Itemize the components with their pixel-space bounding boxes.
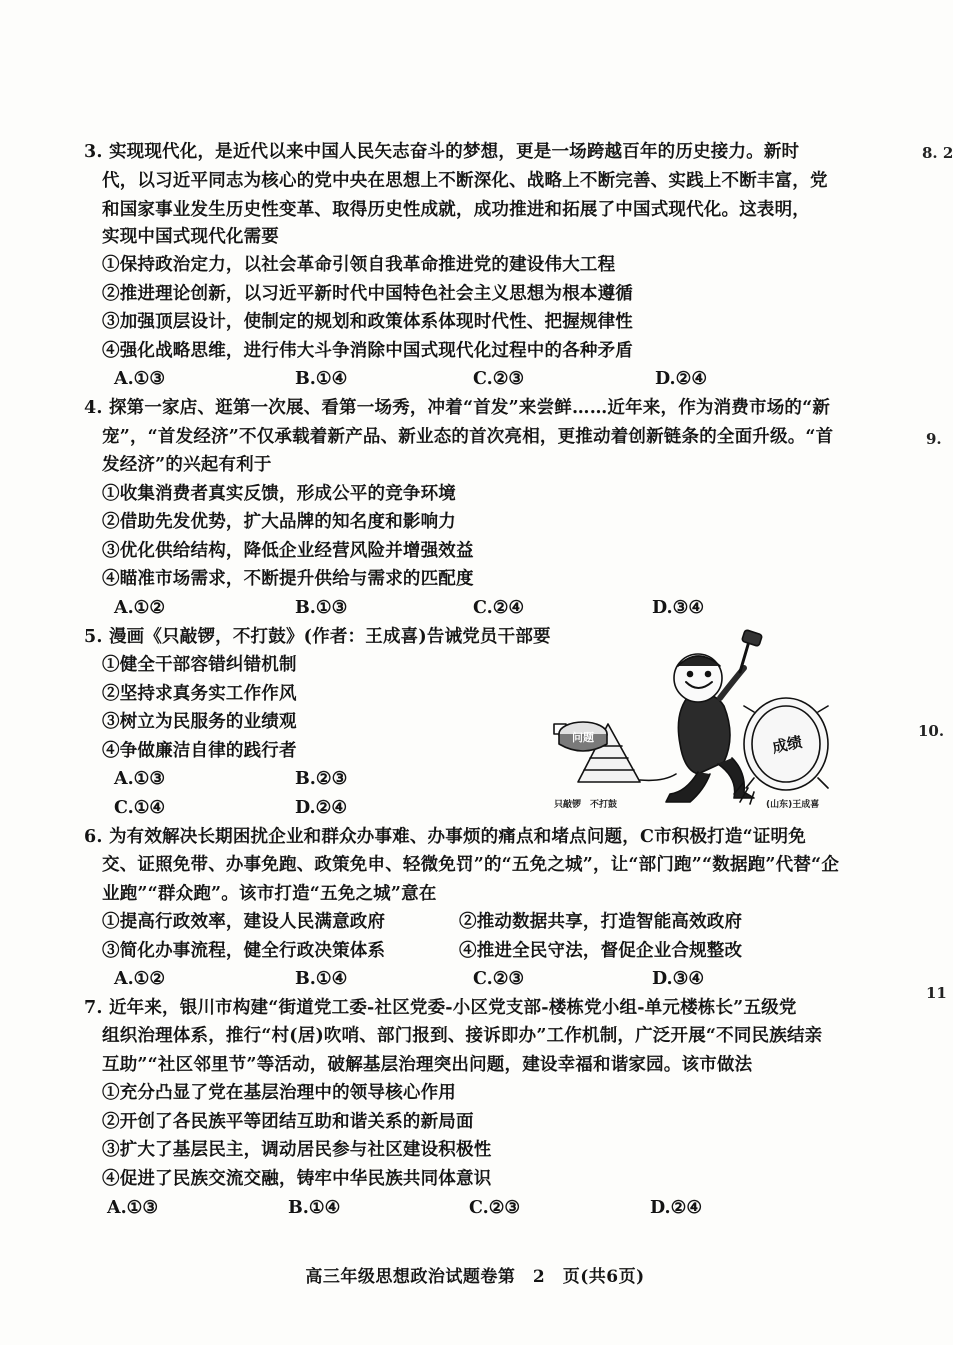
cartoon-caption-left: 只敲锣 不打鼓 — [554, 800, 618, 810]
q4-item-3: ③优化供给结构，降低企业经营风险并增强效益 — [102, 541, 474, 561]
q6-item-1: ①提高行政效率，建设人民满意政府 — [102, 912, 386, 932]
q3-option-a[interactable]: A.①③ — [114, 369, 166, 389]
q3-item-4: ④强化战略思维，进行伟大斗争消除中国式现代化过程中的各种矛盾 — [102, 341, 633, 361]
q6-option-b[interactable]: B.①④ — [295, 969, 348, 989]
q6-option-c[interactable]: C.②③ — [473, 969, 525, 989]
q6-stem-line-2: 交、证照免带、办事免跑、政策免申、轻微免罚”的“五免之城”，让“部门跑”“数据跑”代替“企 — [102, 855, 840, 875]
q4-item-2: ②借助先发优势，扩大品牌的知名度和影响力 — [102, 512, 456, 532]
q5-option-c[interactable]: C.①④ — [114, 798, 166, 818]
q4-option-d[interactable]: D.③④ — [652, 598, 705, 618]
q7-stem-line-3: 互助”“社区邻里节”等活动，破解基层治理突出问题，建设幸福和谐家园。该市做法 — [102, 1055, 753, 1075]
q5-item-1: ①健全干部容错纠错机制 — [102, 655, 297, 675]
q7-item-1: ①充分凸显了党在基层治理中的领导核心作用 — [102, 1083, 456, 1103]
q4-option-c[interactable]: C.②④ — [473, 598, 525, 618]
edge-q10-number: 10. — [918, 722, 945, 740]
q6-item-3: ③简化办事流程，健全行政决策体系 — [102, 941, 386, 961]
cartoon-illustration — [548, 632, 838, 810]
q5-option-a[interactable]: A.①③ — [114, 769, 166, 789]
q3-item-1: ①保持政治定力，以社会革命引领自我革命推进党的建设伟大工程 — [102, 255, 616, 275]
q6-option-d[interactable]: D.③④ — [652, 969, 705, 989]
q5-stem-line-1: 5. 漫画《只敲锣，不打鼓》(作者：王成喜)告诫党员干部要 — [84, 627, 551, 647]
edge-q9-number: 9. — [926, 430, 942, 448]
q7-item-2: ②开创了各民族平等团结互助和谐关系的新局面 — [102, 1112, 474, 1132]
q7-option-b[interactable]: B.①④ — [288, 1198, 341, 1218]
q7-item-4: ④促进了民族交流交融，铸牢中华民族共同体意识 — [102, 1169, 492, 1189]
q4-option-b[interactable]: B.①③ — [295, 598, 348, 618]
cartoon-caption-right: (山东)王成喜 — [766, 800, 820, 810]
q7-option-a[interactable]: A.①③ — [107, 1198, 159, 1218]
q3-stem-line-2: 代，以习近平同志为核心的党中央在思想上不断深化、战略上不断完善、实践上不断丰富，党 — [102, 171, 828, 191]
gong-label: 问题 — [572, 731, 594, 744]
q7-stem-line-2: 组织治理体系，推行“村(居)吹哨、部门报到、接诉即办”工作机制，广泛开展“不同民族结亲 — [102, 1026, 823, 1046]
q6-item-4: ④推进全民守法，督促企业合规整改 — [459, 941, 743, 961]
q7-option-c[interactable]: C.②③ — [469, 1198, 521, 1218]
q3-option-b[interactable]: B.①④ — [295, 369, 348, 389]
q6-stem-line-3: 业跑”“群众跑”。该市打造“五免之城”意在 — [102, 884, 437, 904]
q7-option-d[interactable]: D.②④ — [650, 1198, 703, 1218]
q6-option-a[interactable]: A.①② — [114, 969, 166, 989]
q3-item-2: ②推进理论创新，以习近平新时代中国特色社会主义思想为根本遵循 — [102, 284, 633, 304]
q7-stem-line-1: 7. 近年来，银川市构建“街道党工委-社区党委-小区党支部-楼栋党小组-单元楼栋长”五级党 — [84, 998, 797, 1018]
q4-item-4: ④瞄准市场需求，不断提升供给与需求的匹配度 — [102, 569, 474, 589]
page-footer: 高三年级思想政治试题卷第 2 页(共6页) — [305, 1267, 645, 1287]
q4-stem-line-2: 宠”，“首发经济”不仅承载着新产品、新业态的首次亮相，更推动着创新链条的全面升级。“首 — [102, 427, 834, 447]
drum-label: 成绩 — [770, 732, 804, 757]
edge-q11-number: 11 — [926, 984, 947, 1002]
q5-item-3: ③树立为民服务的业绩观 — [102, 712, 297, 732]
q5-option-b[interactable]: B.②③ — [295, 769, 348, 789]
q3-stem-line-4: 实现中国式现代化需要 — [102, 227, 279, 247]
edge-q8-number: 8. 2 — [922, 144, 953, 162]
q3-option-c[interactable]: C.②③ — [473, 369, 525, 389]
q5-item-2: ②坚持求真务实工作作风 — [102, 684, 297, 704]
q4-stem-line-3: 发经济”的兴起有利于 — [102, 455, 272, 475]
q4-option-a[interactable]: A.①② — [114, 598, 166, 618]
q3-stem-line-1: 3. 实现现代化，是近代以来中国人民矢志奋斗的梦想，更是一场跨越百年的历史接力。新时 — [84, 142, 800, 162]
q5-option-d[interactable]: D.②④ — [295, 798, 348, 818]
q3-stem-line-3: 和国家事业发生历史性变革、取得历史性成就，成功推进和拓展了中国式现代化。这表明， — [102, 200, 810, 220]
q3-item-3: ③加强顶层设计，使制定的规划和政策体系体现时代性、把握规律性 — [102, 312, 633, 332]
q4-item-1: ①收集消费者真实反馈，形成公平的竞争环境 — [102, 484, 456, 504]
q3-option-d[interactable]: D.②④ — [655, 369, 708, 389]
q6-stem-line-1: 6. 为有效解决长期困扰企业和群众办事难、办事烦的痛点和堵点问题，C市积极打造“证明免 — [84, 827, 806, 847]
q6-item-2: ②推动数据共享，打造智能高效政府 — [459, 912, 743, 932]
q4-stem-line-1: 4. 探第一家店、逛第一次展、看第一场秀，冲着“首发”来尝鲜……近年来，作为消费市场的“新 — [84, 398, 831, 418]
q7-item-3: ③扩大了基层民主，调动居民参与社区建设积极性 — [102, 1140, 492, 1160]
q5-item-4: ④争做廉洁自律的践行者 — [102, 741, 297, 761]
